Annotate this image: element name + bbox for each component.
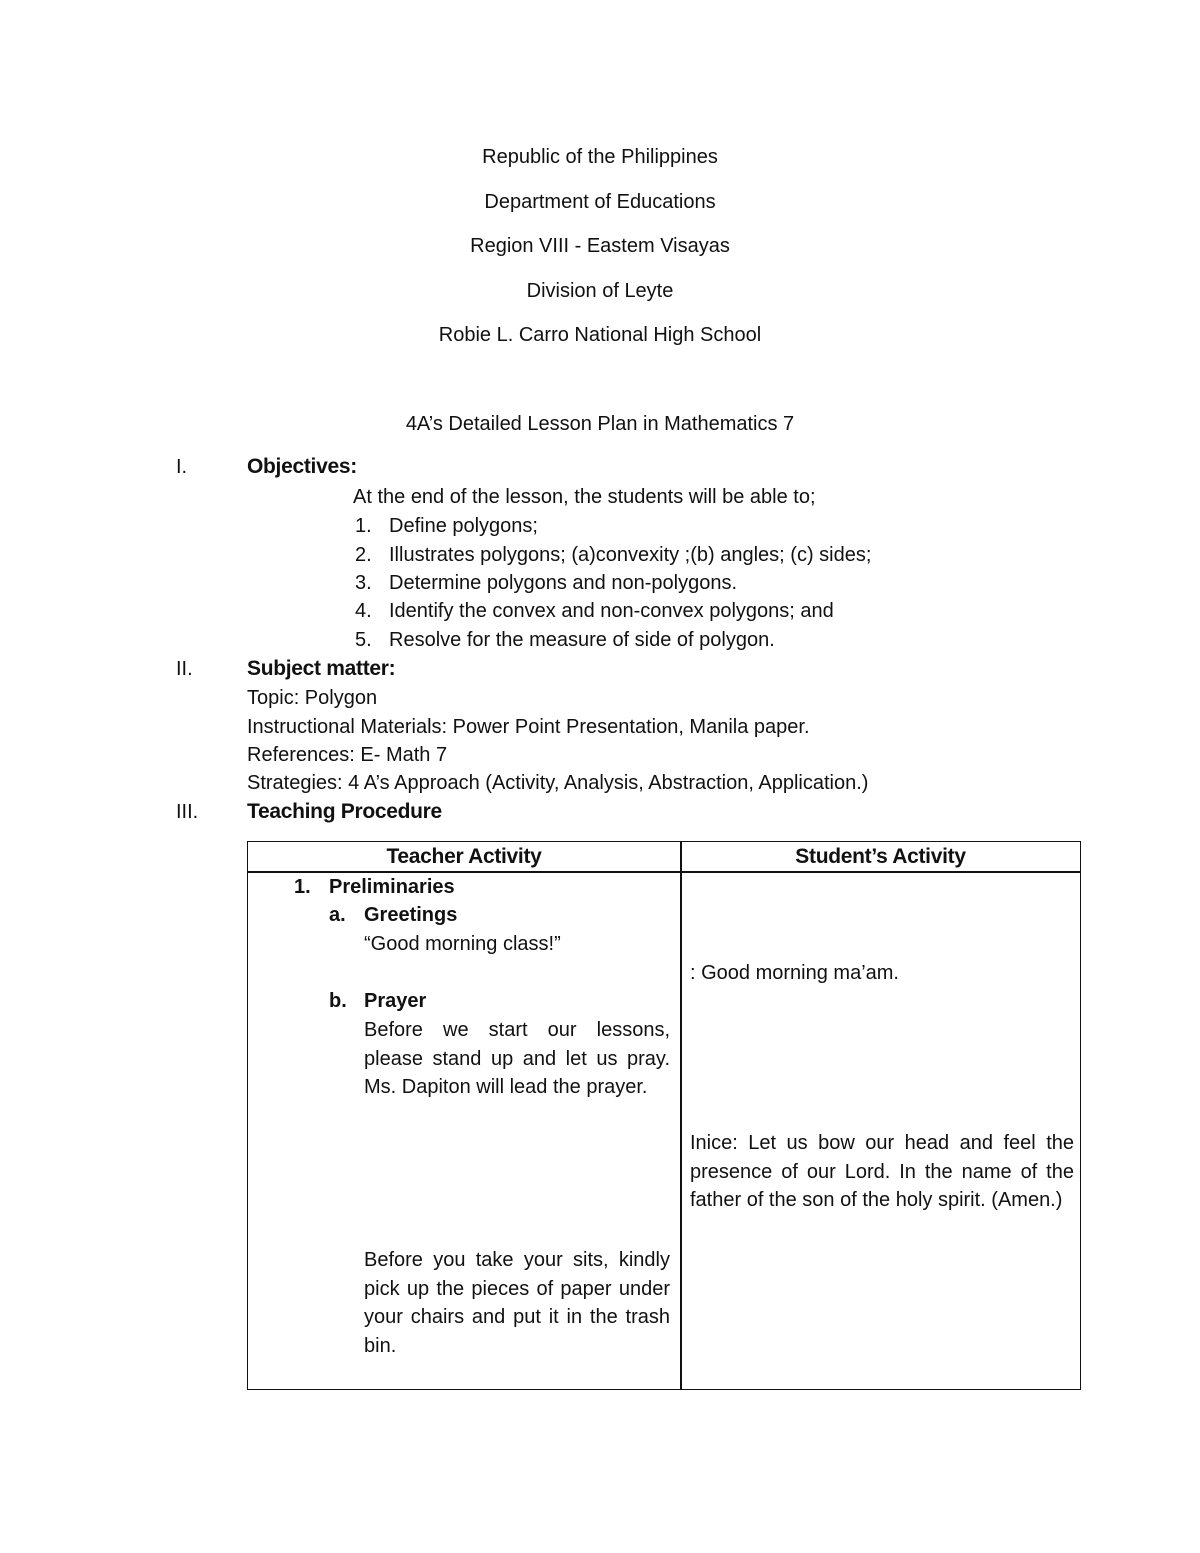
column-divider (680, 842, 682, 1389)
objective-number: 4. (355, 600, 372, 622)
subject-strategies: Strategies: 4 A’s Approach (Activity, Analysis, Abstraction, Application.) (247, 772, 869, 794)
subject-materials: Instructional Materials: Power Point Presentation, Manila paper. (247, 716, 810, 738)
section-number-subject-matter: II. (176, 658, 193, 680)
objective-item: Determine polygons and non-polygons. (389, 572, 737, 594)
objective-number: 3. (355, 572, 372, 594)
objective-number: 5. (355, 629, 372, 651)
teacher-activity-header: Teacher Activity (386, 845, 542, 868)
objective-item: Illustrates polygons; (a)convexity ;(b) angles; (c) sides; (389, 544, 872, 566)
preliminaries-number: 1. (294, 876, 311, 898)
greetings-heading: Greetings (364, 904, 458, 926)
prayer-response: Inice: Let us bow our head and feel the presence of our Lord. In the name of the father of the son of the holy spirit. (Amen.) (690, 1132, 1074, 1212)
greetings-letter: a. (329, 904, 346, 926)
sits-text: Before you take your sits, kindly pick up the pieces of paper under your chairs and put it in the trash bin. (364, 1249, 670, 1358)
procedure-table (247, 841, 1081, 1390)
objective-number: 2. (355, 544, 372, 566)
greetings-response: : Good morning ma’am. (690, 962, 899, 984)
objectives-intro: At the end of the lesson, the students will be able to; (353, 486, 816, 508)
section-number-procedure: III. (176, 801, 199, 823)
objective-item: Identify the convex and non-convex polygons; and (389, 600, 834, 622)
preliminaries-heading: Preliminaries (329, 876, 455, 898)
header-department: Department of Educations (484, 191, 716, 213)
prayer-letter: b. (329, 990, 347, 1012)
student-activity-header: Student’s Activity (795, 845, 966, 868)
prayer-heading: Prayer (364, 990, 427, 1012)
subject-references: References: E- Math 7 (247, 744, 448, 766)
objective-item: Define polygons; (389, 515, 538, 537)
subject-topic: Topic: Polygon (247, 687, 378, 709)
header-school: Robie L. Carro National High School (438, 324, 762, 346)
objective-number: 1. (355, 515, 372, 537)
section-number-objectives: I. (176, 456, 188, 478)
greetings-text: “Good morning class!” (364, 933, 561, 955)
prayer-text: Before we start our lessons, please stand up and let us pray. Ms. Dapiton will lead the prayer. (364, 1019, 670, 1099)
objective-item: Resolve for the measure of side of polygon. (389, 629, 775, 651)
header-region: Region VIII - Eastem Visayas (470, 235, 730, 257)
subject-matter-heading: Subject matter: (247, 657, 396, 680)
header-republic: Republic of the Philippines (482, 146, 718, 168)
lesson-plan-title: 4A’s Detailed Lesson Plan in Mathematics 7 (405, 413, 795, 435)
objectives-heading: Objectives: (247, 455, 357, 478)
header-division: Division of Leyte (526, 280, 674, 302)
procedure-heading: Teaching Procedure (247, 800, 442, 823)
